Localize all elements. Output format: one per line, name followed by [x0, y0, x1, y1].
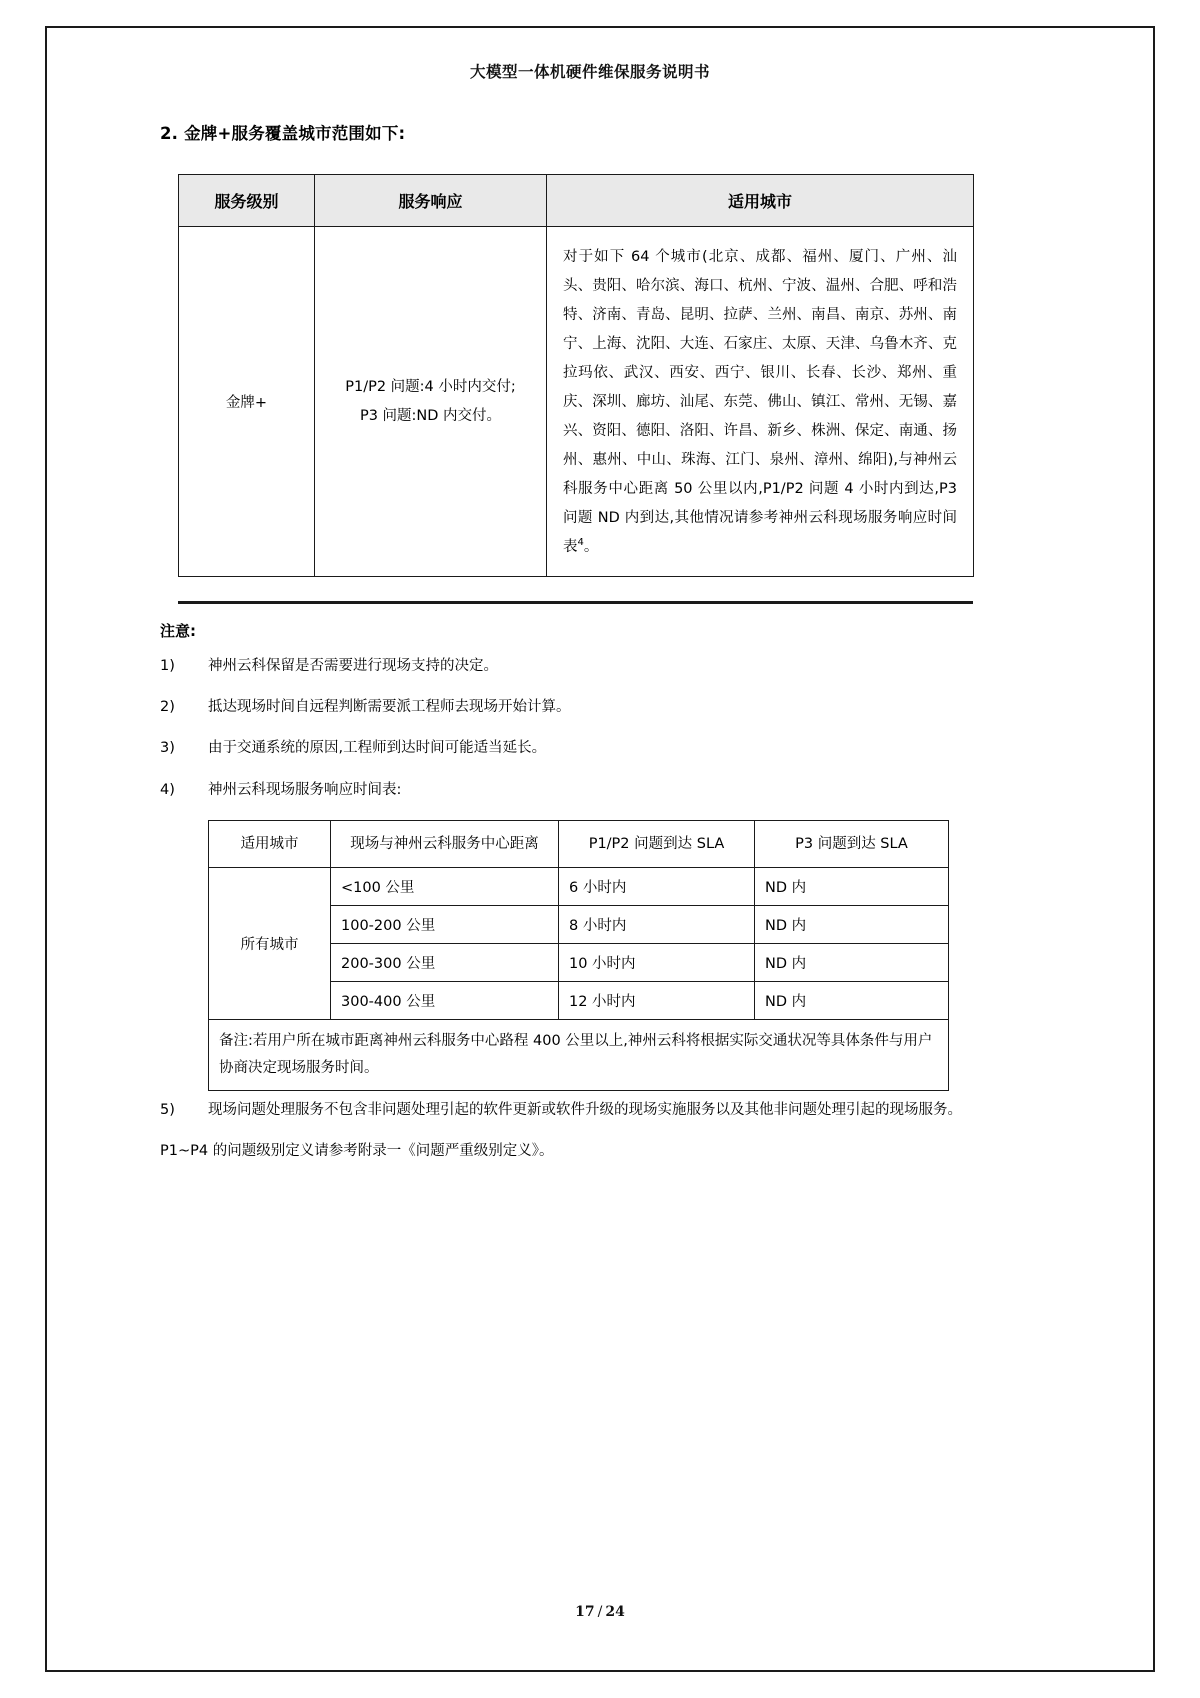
note-item-2 — [160, 696, 990, 719]
column-header-p3-sla: P3 问题到达 SLA — [755, 820, 949, 867]
cell-p3-sla: ND 内 — [755, 868, 949, 906]
note-number: 4) — [160, 781, 175, 798]
page-number-separator: / — [597, 1604, 603, 1620]
cities-footnote-marker: 4 — [577, 537, 584, 549]
cell-p1p2-sla: 12 小时内 — [559, 982, 755, 1020]
cell-p3-sla: ND 内 — [755, 982, 949, 1020]
cell-remark: 备注:若用户所在城市距离神州云科服务中心路程 400 公里以上,神州云科将根据实际交通状况等具体条件与用户协商决定现场服务时间。 — [209, 1020, 949, 1091]
note-number: 2) — [160, 699, 175, 716]
note-item-4 — [160, 779, 990, 802]
cell-distance: <100 公里 — [331, 868, 559, 906]
response-p3: P3 问题:ND 内交付。 — [359, 407, 502, 424]
column-header-p1p2-sla: P1/P2 问题到达 SLA — [559, 820, 755, 867]
cell-service-response — [315, 227, 547, 577]
column-header-service-response: 服务响应 — [315, 175, 547, 227]
cell-p3-sla: ND 内 — [755, 944, 949, 982]
note-number: 3) — [160, 740, 175, 757]
column-header-distance: 现场与神州云科服务中心距离 — [331, 820, 559, 867]
note-item-1 — [160, 655, 990, 678]
sla-header-row — [209, 820, 949, 867]
note-text: 现场问题处理服务不包含非问题处理引起的软件更新或软件升级的现场实施服务以及其他非问题处理引起的现场服务。 — [208, 1101, 962, 1118]
section-divider — [178, 601, 973, 604]
cell-p1p2-sla: 10 小时内 — [559, 944, 755, 982]
page-content — [160, 60, 990, 1163]
page-footer — [0, 1604, 1200, 1620]
cell-all-cities: 所有城市 — [209, 868, 331, 1020]
cities-text: 对于如下 64 个城市(北京、成都、福州、厦门、广州、汕头、贵阳、哈尔滨、海口、杭州、宁波、温州、合肥、呼和浩特、济南、青岛、昆明、拉萨、兰州、南昌、南京、苏州、南宁、上海、沈阳、大连、石家庄、太原、天津、乌鲁木齐、克拉玛依、武汉、西安、西宁、银川、长春、长沙、郑州、重庆、深圳、廊坊、汕尾、东莞、佛山、镇江、常州、无锡、嘉兴、资阳、德阳、洛阳、许昌、新乡、株洲、保定、南通、扬州、惠州、中山、珠海、江门、泉州、漳州、绵阳),与神州云科服务中心距离 50 公里以内,P1/P2 问题 4 小时内到达,P3 问题 ND 内到达,其他情况请参考神州云科现场服务响应时间表 — [563, 249, 957, 555]
cell-distance: 100-200 公里 — [331, 906, 559, 944]
cell-p1p2-sla: 6 小时内 — [559, 868, 755, 906]
note-text: 由于交通系统的原因,工程师到达时间可能适当延长。 — [208, 740, 547, 757]
cell-applicable-cities — [547, 227, 974, 577]
column-header-service-level: 服务级别 — [179, 175, 315, 227]
column-header-applicable-cities: 适用城市 — [547, 175, 974, 227]
problem-severity-reference: P1~P4 的问题级别定义请参考附录一《问题严重级别定义》。 — [160, 1143, 554, 1160]
note-number: 1) — [160, 658, 175, 674]
cities-text-end: 。 — [583, 539, 599, 555]
table-header-row — [179, 175, 974, 227]
cell-distance: 300-400 公里 — [331, 982, 559, 1020]
page-number-current: 17 — [575, 1604, 595, 1620]
page-number-total: 24 — [605, 1604, 625, 1620]
service-coverage-table — [178, 174, 974, 577]
cell-p1p2-sla: 8 小时内 — [559, 906, 755, 944]
document-header-title: 大模型一体机硬件维保服务说明书 — [469, 62, 710, 81]
table-row — [209, 868, 949, 906]
column-header-applicable-city: 适用城市 — [209, 820, 331, 867]
note-item-5 — [160, 1099, 990, 1122]
table-row — [179, 227, 974, 577]
cell-service-level: 金牌+ — [179, 227, 315, 577]
table-remark-row — [209, 1020, 949, 1091]
section-title: 2. 金牌+服务覆盖城市范围如下: — [160, 124, 406, 143]
sla-response-time-table — [208, 820, 949, 1091]
response-p1p2: P1/P2 问题:4 小时内交付; — [345, 378, 516, 395]
cell-p3-sla: ND 内 — [755, 906, 949, 944]
note-text: 抵达现场时间自远程判断需要派工程师去现场开始计算。 — [208, 699, 571, 716]
notes-title: 注意: — [160, 622, 196, 640]
cell-distance: 200-300 公里 — [331, 944, 559, 982]
note-number: 5) — [160, 1101, 175, 1118]
note-item-3 — [160, 737, 990, 760]
note-text: 神州云科保留是否需要进行现场支持的决定。 — [208, 658, 498, 674]
note-text: 神州云科现场服务响应时间表: — [208, 781, 402, 798]
